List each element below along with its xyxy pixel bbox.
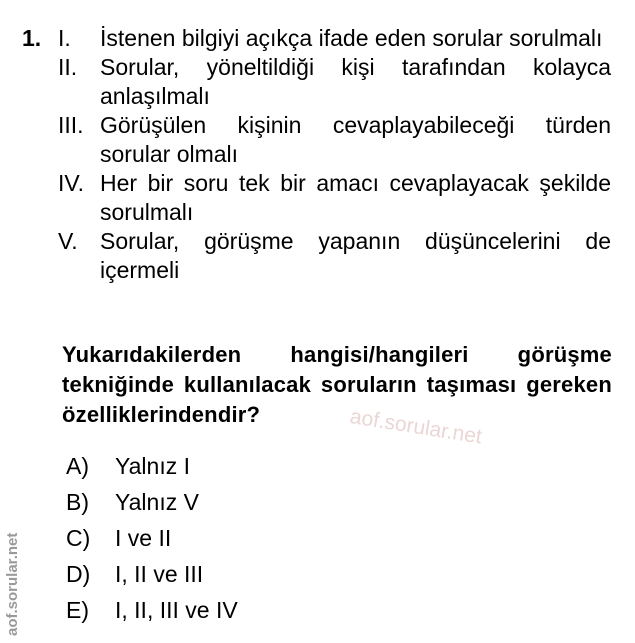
- option-text: I ve II: [115, 524, 172, 551]
- option-d[interactable]: [66, 556, 238, 592]
- option-b[interactable]: [66, 484, 238, 520]
- question-number: 1.: [22, 25, 42, 51]
- option-text: Yalnız I: [115, 452, 190, 479]
- question-prompt: Yukarıdakilerden hangisi/hangileri görüşme tekniğinde kullanılacak soruların taşıması gereken özelliklerindendir?: [62, 342, 612, 427]
- statement-text: Sorular, yöneltildiği kişi tarafından kolayca anlaşılmalı: [100, 54, 611, 109]
- watermark-side: aof.sorular.net: [4, 532, 21, 636]
- statement-text: Sorular, görüşme yapanın düşüncelerini de içermeli: [100, 228, 611, 283]
- statement-item: [58, 227, 611, 285]
- statement-list: [58, 24, 611, 285]
- statement-numeral: I.: [58, 25, 71, 51]
- option-e[interactable]: [66, 592, 238, 628]
- option-letter: B): [66, 488, 89, 515]
- statement-numeral: III.: [58, 112, 84, 138]
- option-letter: D): [66, 560, 91, 587]
- option-text: I, II, III ve IV: [115, 596, 238, 623]
- option-text: Yalnız V: [115, 488, 199, 515]
- statement-numeral: V.: [58, 228, 78, 254]
- answer-options: [66, 448, 238, 628]
- watermark-diagonal: aof.sorular.net: [348, 405, 484, 449]
- option-text: I, II ve III: [115, 560, 204, 587]
- statement-numeral: IV.: [58, 170, 85, 196]
- option-letter: A): [66, 452, 89, 479]
- statement-text: İstenen bilgiyi açıkça ifade eden sorular sorulmalı: [100, 25, 603, 51]
- option-letter: C): [66, 524, 91, 551]
- option-a[interactable]: [66, 448, 238, 484]
- option-c[interactable]: [66, 520, 238, 556]
- statement-item: [58, 111, 611, 169]
- option-letter: E): [66, 596, 89, 623]
- statement-item: [58, 24, 611, 53]
- statement-text: Her bir soru tek bir amacı cevaplayacak şekilde sorulmalı: [100, 170, 611, 225]
- statement-item: [58, 169, 611, 227]
- statement-text: Görüşülen kişinin cevaplayabileceği türden sorular olmalı: [100, 112, 611, 167]
- statement-item: [58, 53, 611, 111]
- statement-numeral: II.: [58, 54, 78, 80]
